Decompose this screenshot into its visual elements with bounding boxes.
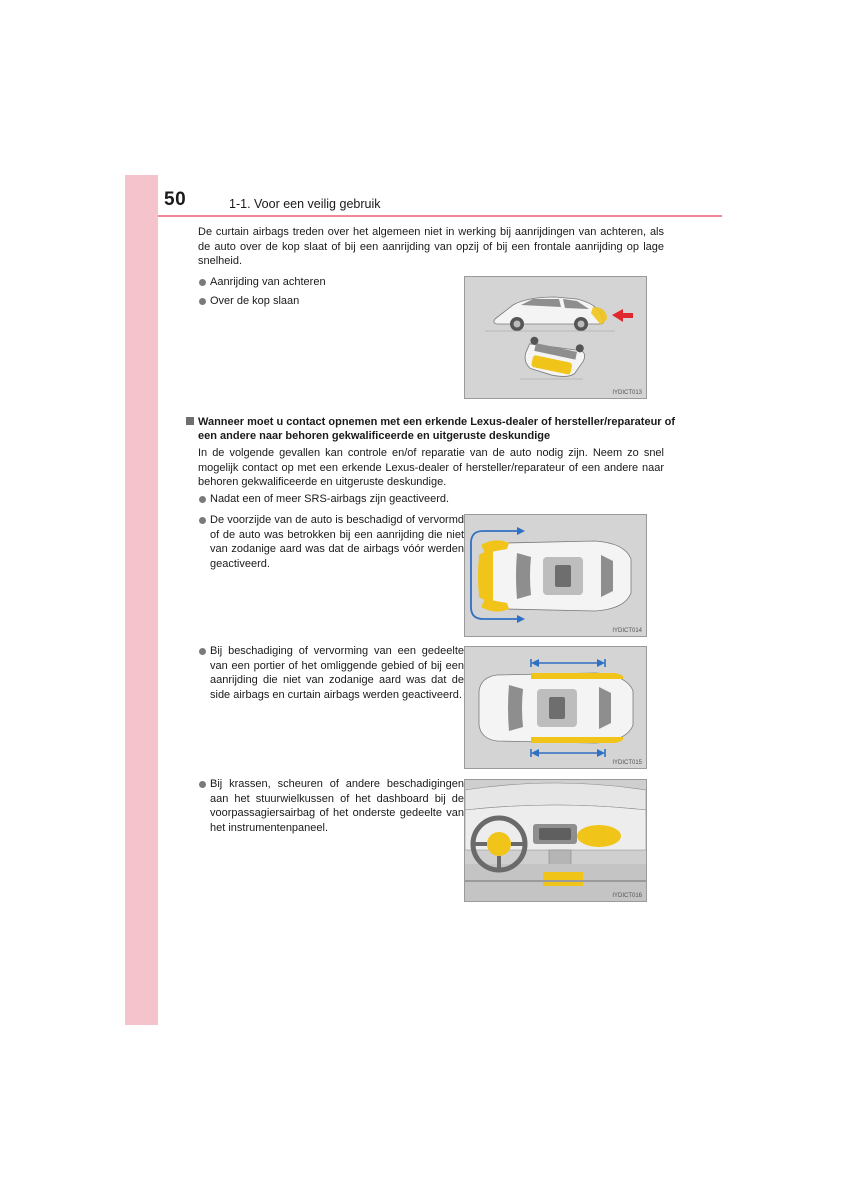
figure-code: IYDICT016 <box>612 893 642 899</box>
top-view-car <box>478 540 631 611</box>
intro-paragraph: De curtain airbags treden over het algemeen niet in werking bij aanrijdingen van achteren, als de auto over de kop slaat of bij een aanrijding van opzij of bij een frontale aanrijding op lage snelheid. <box>198 226 664 267</box>
figure-rear-rollover <box>464 276 647 399</box>
bullet-rear-collision: Aanrijding van achteren <box>198 275 460 290</box>
chapter-side-tab <box>125 175 158 1025</box>
contact-dealer-heading <box>186 415 676 443</box>
top-view-car <box>479 673 633 743</box>
bullet-dashboard-damage: Bij krassen, scheuren of andere beschadigingen aan het stuurwielkussen of het dashboard bij de voorpassagiersairbag of het onderste gedeelte van het instrumentenpaneel. <box>198 777 464 835</box>
page-number: 50 <box>164 189 187 210</box>
contact-dealer-heading-text: Wanneer moet u contact opnemen met een erkende Lexus-dealer of hersteller/reparateur of een andere naar behoren gekwalificeerde en uitgeruste deskundige <box>198 416 676 442</box>
square-bullet-icon <box>186 417 194 425</box>
figure-code: IYDICT013 <box>612 390 642 396</box>
figure-side-damage <box>464 646 647 769</box>
figure-front-damage <box>464 514 647 637</box>
bullet-door-damage: Bij beschadiging of vervorming van een gedeelte van een portier of het omliggende gebied of bij een aanrijding die niet van zodanige aard was dat de side airbags en curtain airbags werden geactiveerd. <box>198 644 464 702</box>
figure-code: IYDICT015 <box>612 760 642 766</box>
bullet-rollover: Over de kop slaan <box>198 294 460 309</box>
figure-dashboard <box>464 779 647 902</box>
figure-code: IYDICT014 <box>612 628 642 634</box>
bullet-front-damage: De voorzijde van de auto is beschadigd of vervormd of de auto was betrokken bij een aanrijding die niet van zodanige aard was dat de airbags vóór werden geactiveerd. <box>198 513 464 571</box>
header-rule <box>158 215 722 217</box>
bullet-airbags-deployed: Nadat een of meer SRS-airbags zijn geactiveerd. <box>198 492 676 507</box>
section2-intro: In de volgende gevallen kan controle en/of reparatie van de auto nodig zijn. Neem zo snel mogelijk contact op met een erkende Lexus-dealer of hersteller/reparateur of een andere naar behoren gekwalificeerde en uitgeruste deskundige. <box>198 447 664 488</box>
section-title: 1-1. Voor een veilig gebruik <box>229 197 381 211</box>
